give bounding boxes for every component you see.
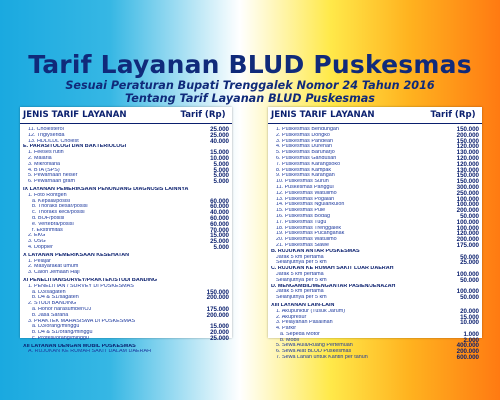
tariff-row-price: 100.000 — [456, 288, 479, 296]
tariff-row-label: 7. Sewa Lahan untuk Kantin per tahun — [276, 355, 368, 361]
tariff-row-price: 5.000 — [213, 166, 229, 174]
tariff-row-label: 1. Feeses rutin — [28, 150, 64, 156]
tariff-row-price: 400.000 — [456, 342, 479, 350]
tariff-row-label: 2. Akupresur — [276, 314, 307, 320]
tariff-row-label: 13. Puskesmas Pogalan — [276, 196, 335, 202]
poster-subtitle: Sesuai Peraturan Bupati Trenggalek Nomor 24 Tahun 2016 — [65, 79, 435, 92]
tariff-row-label: 8. Puskesmas Kampak — [276, 167, 332, 173]
tariff-row-price: 60.000 — [210, 214, 229, 222]
table-header — [268, 107, 482, 124]
tariff-row-price: 2.000 — [463, 336, 479, 344]
tariff-row-label: f. Ekstrimitas — [32, 227, 63, 233]
tariff-row-label: a. D3/orang/minggu — [32, 324, 80, 330]
tariff-row — [23, 179, 229, 185]
tariff-row-label: XII LAYANAN DENGAN MOBIL PUSKESMAS — [23, 343, 136, 349]
tariff-row-price: 50.000 — [460, 212, 479, 220]
tariff-row-price: 200.000 — [206, 294, 229, 302]
tariff-row-price: 60.000 — [210, 203, 229, 211]
tariff-row-label: 2. Puskesmas Dongko — [276, 132, 330, 138]
poster-header — [0, 0, 500, 105]
tariff-row — [271, 355, 479, 361]
column-header-price: Tarif (Rp) — [430, 110, 476, 120]
tariff-row-label: Jarak 5 km pertama — [276, 254, 324, 260]
tariff-row-price: 60.000 — [210, 197, 229, 205]
tariff-rows-right — [268, 127, 482, 361]
tariff-row-label: Selanjutnya per 5 km — [276, 295, 327, 301]
tariff-row-label: XIII LAYANAN LAIN-LAIN — [271, 302, 335, 308]
tariff-row-label: 13. HDL/LDL Cholest — [28, 138, 79, 144]
tariff-row-label: b. D4 & S1/orang/minggu — [32, 330, 93, 336]
tariff-table-left — [20, 107, 232, 355]
tariff-row-label: 21. Puskesmas Slawe — [276, 242, 330, 248]
tariff-row-price: 25.000 — [210, 131, 229, 139]
tariff-row-price: 25.000 — [210, 238, 229, 246]
tariff-row-label: 4. Doppler — [28, 244, 53, 250]
tariff-row-price: 250.000 — [456, 189, 479, 197]
column-header-price: Tarif (Rp) — [180, 110, 226, 120]
tariff-row-price: 50.000 — [460, 253, 479, 261]
tariff-row-label: b. D4 & S1/sagaten — [32, 295, 79, 301]
tariff-row-price: 15.000 — [460, 313, 479, 321]
tariff-table-right — [268, 107, 482, 362]
tariff-row-label: Jarak 5 km pertama — [276, 271, 324, 277]
tariff-row-label: a. Honor narasumber/OJ — [32, 306, 92, 312]
tariff-row-label: 11. Puskesmas Panggul — [276, 184, 334, 190]
tariff-row-price: 120.000 — [456, 143, 479, 151]
tariff-row-label: 3. PRAKTEK MAHASISWA DI PUSKESMAS — [28, 318, 136, 324]
tariff-row-label: c. Profesi/orang/minggu — [32, 335, 89, 341]
tariff-row-price: 25.000 — [210, 126, 229, 133]
tariff-row-label: 11. Cholesterol — [28, 127, 64, 132]
tariff-row-price: 150.000 — [456, 137, 479, 145]
poster-title: Tarif Layanan BLUD Puskesmas — [28, 50, 472, 79]
tariff-row-label: 1. Foto Rontgen — [28, 192, 67, 198]
tariff-row-label: B. RUJUKAN ANTAR PUSKESMAS — [271, 248, 360, 254]
tariff-row-price: 50.000 — [460, 276, 479, 284]
tariff-row-label: 3. Mikrofilaria — [28, 161, 61, 167]
tariff-row-price: 5.000 — [213, 160, 229, 168]
tariff-row-price: 130.000 — [456, 149, 479, 157]
tariff-row — [23, 336, 229, 342]
tariff-row-price: 25.000 — [460, 259, 479, 267]
tariff-row-label: IX LAYANAN PEMERIKSAAN PENUNJANG DIAGNOSIS LAINNYA — [23, 186, 189, 192]
poster-subtitle-2: Tentang Tarif Layanan BLUD Puskesmas — [125, 92, 375, 105]
tariff-row-label: e. Vertebra/posisi — [32, 221, 74, 227]
tariff-row-label: Jarak 5 km pertama — [276, 289, 324, 295]
tariff-row-label: 2. STUDI BANDING — [28, 301, 77, 307]
tariff-row-price: 120.000 — [456, 230, 479, 238]
tariff-row-label: 20. Puskesmas Watulimo — [276, 237, 337, 243]
tariff-row-price: 5.000 — [213, 243, 229, 251]
tariff-row-price: 200.000 — [456, 131, 479, 139]
tariff-row — [23, 270, 229, 276]
tariff-row-label: C. RUJUKAN KE RUMAH SAKIT LUAR DAERAH — [271, 266, 394, 272]
tariff-row-label: XI PENELITIAN/SURVEY/PRAKTEK/STUDI BANDING — [23, 277, 158, 283]
tariff-row-label: 3. Pelayanan Pasalinan — [276, 320, 333, 326]
tariff-row — [23, 245, 229, 251]
table-header — [20, 107, 232, 124]
tariff-row-label: 2. EKG — [28, 233, 46, 239]
tariff-row-price: 40.000 — [210, 137, 229, 145]
tariff-row-price: 50.000 — [460, 294, 479, 302]
tariff-row-price: 600.000 — [456, 354, 479, 362]
tariff-row-label: b. Jasa Sarana — [32, 312, 69, 318]
tariff-row-label: A. RUJUKAN KE RUMAH SAKIT DALAM DAERAH — [28, 349, 152, 355]
tariff-rows-left — [20, 127, 232, 355]
tariff-row-label: b. Mobil — [280, 337, 299, 343]
tariff-row-label: c. Thoraks kecil/posisi — [32, 210, 85, 216]
tariff-row-price: 100.000 — [456, 218, 479, 226]
tariff-row — [23, 349, 229, 355]
tariff-row-label: 1. Akupunktur (Tusuk Jarum) — [276, 308, 346, 314]
tariff-row-label: 3. USG — [28, 239, 46, 245]
tariff-row-label: Selanjutnya per 5 km — [276, 277, 327, 283]
tariff-row-label: 4. Parkir — [276, 326, 297, 332]
tariff-row-label: 18. Puskesmas Trenggalek — [276, 225, 342, 231]
tariff-row-label: X LAYANAN PEMERIKSAAN KESEHATAN — [23, 252, 130, 258]
tariff-row-label: 1. PENELITIAN / SURVEY DI PUSKESMAS — [28, 283, 134, 289]
column-header-service: JENIS TARIF LAYANAN — [23, 110, 127, 120]
tariff-row-label: Selanjutnya per 5 km — [276, 260, 327, 266]
tariff-row-price: 200.000 — [456, 348, 479, 356]
tariff-row-label: 7. Puskesmas Karangsoko — [276, 161, 341, 167]
tariff-row-price: 10.000 — [460, 319, 479, 327]
tariff-row-label: 6. Pewarnaan gram — [28, 179, 76, 185]
tariff-row-price: 130.000 — [456, 166, 479, 174]
tariff-row-price: 5.000 — [213, 172, 229, 180]
tariff-row-label: E. PARASITOLOGI DAN BAKTERIOLOGI — [23, 144, 127, 150]
tariff-row-label: 3. Calon Jemaah Haji — [28, 270, 80, 276]
tariff-row-price: 60.000 — [210, 220, 229, 228]
tariff-row-price: 40.000 — [210, 209, 229, 217]
tariff-row-price: 1.000 — [463, 330, 479, 338]
tariff-row-label: 3. Puskesmas Pandean — [276, 138, 333, 144]
tariff-row-price: 25.000 — [210, 334, 229, 342]
tariff-row-label: 6. Sewa Alat BLUD Puskesmas — [276, 349, 352, 355]
tariff-row-label: 5. Sewa Aula/Ruang Pertemuan — [276, 343, 353, 349]
tariff-row-price: 150.000 — [456, 178, 479, 186]
tariff-row-label: 15. Puskesmas Pule — [276, 208, 326, 214]
tariff-row-label: d. BOF/posisi — [32, 215, 65, 221]
tariff-row-price: 150.000 — [206, 288, 229, 296]
tariff-row-label: 19. Puskesmas Pucanganak — [276, 231, 345, 237]
tariff-row-label: 12. Puskesmas Watulimo — [276, 190, 337, 196]
tariff-row-price: 15.000 — [210, 149, 229, 157]
tariff-row-label: a. Kepala/posisi — [32, 198, 71, 204]
tariff-row-label: b. Thoraks besar/posisi — [32, 204, 88, 210]
tariff-row-price: 300.000 — [456, 183, 479, 191]
tariff-row-price: 70.000 — [210, 226, 229, 234]
tariff-row — [271, 295, 479, 301]
tariff-row-label: 4. Puskesmas Durenan — [276, 144, 333, 150]
tariff-row-price: 150.000 — [456, 126, 479, 133]
tariff-row-price: 200.000 — [206, 311, 229, 319]
tariff-row-price: 175.000 — [206, 305, 229, 313]
tariff-row-price: 200.000 — [456, 236, 479, 244]
tariff-row-label: 5. Pewarnaan neiser — [28, 173, 78, 179]
tariff-row-price: 100.000 — [456, 224, 479, 232]
tariff-row-price: 15.000 — [210, 232, 229, 240]
tariff-row-label: 12. Triglyserida — [28, 132, 65, 138]
tariff-row-label: 17. Puskesmas Tugu — [276, 219, 327, 225]
tariff-row-label: 6. Puskesmas Gandusari — [276, 155, 337, 161]
tariff-row-label: 10. Puskesmas Suruh — [276, 179, 329, 185]
tariff-row-label: 2. Malaria — [28, 155, 52, 161]
tariff-row-price: 100.000 — [456, 195, 479, 203]
tariff-row-label: 2. Masyarakat umum — [28, 264, 79, 270]
tariff-row-price: 20.000 — [210, 329, 229, 337]
tariff-row-price: 120.000 — [456, 160, 479, 168]
tariff-row-price: 100.000 — [456, 270, 479, 278]
tariff-row-price: 5.000 — [213, 178, 229, 186]
tariff-row-label: 16. Puskesmas Bodag — [276, 213, 330, 219]
tariff-row-label: 5. Puskesmas Baruharjo — [276, 150, 335, 156]
tariff-row-label: a. Sepeda Motor — [280, 331, 320, 337]
tariff-row-price: 200.000 — [456, 207, 479, 215]
tariff-row-price: 150.000 — [456, 172, 479, 180]
tariff-row-price: 100.000 — [456, 201, 479, 209]
tariff-row-label: a. D3/sagaten — [32, 289, 66, 295]
tariff-row-label: 14. Puskesmas Ngulankulon — [276, 202, 345, 208]
column-header-service: JENIS TARIF LAYANAN — [271, 110, 375, 120]
tariff-row-price: 15.000 — [210, 323, 229, 331]
tariff-row-label: 4. BTA (SPS) — [28, 167, 60, 173]
tariff-row-price: 20.000 — [460, 307, 479, 315]
tariff-row-price: 120.000 — [456, 154, 479, 162]
tariff-row-label: 1. Pelajar — [28, 258, 51, 264]
tariff-row-label: 9. Puskesmas Karangan — [276, 173, 335, 179]
tariff-row-label: 1. Puskesmas Bendungan — [276, 127, 339, 132]
tariff-row-label: D. MENGAMBIL/MENGANTAR PASIEN/JENAZAH — [271, 283, 396, 289]
tariff-row-price: 175.000 — [456, 241, 479, 249]
tariff-row-price: 10.000 — [210, 154, 229, 162]
